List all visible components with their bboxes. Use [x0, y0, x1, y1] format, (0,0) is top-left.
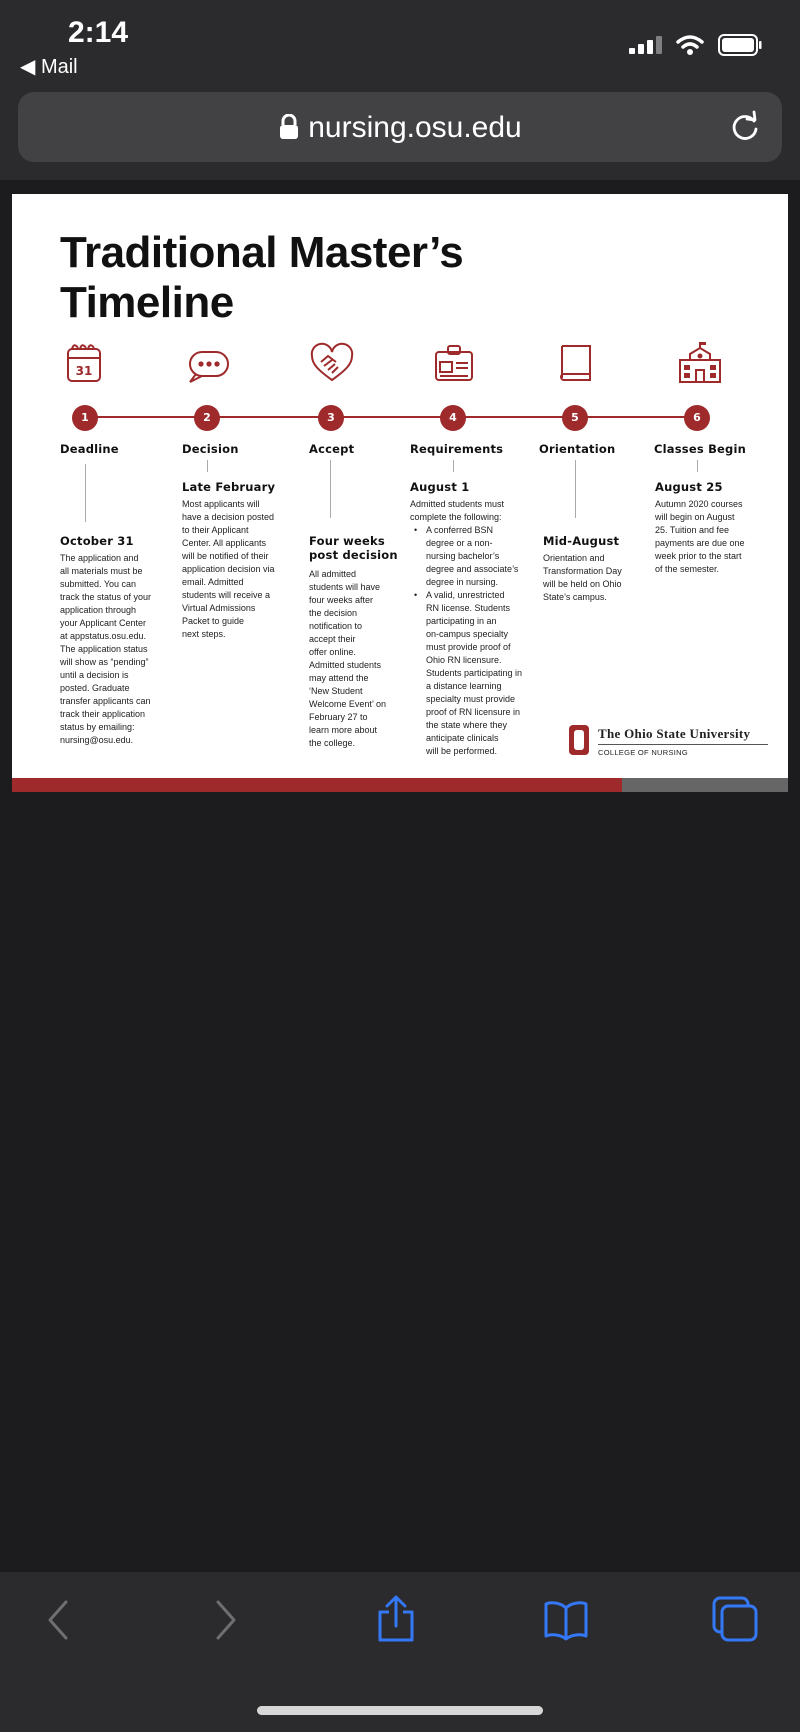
home-indicator[interactable]	[257, 1706, 543, 1715]
url-text: nursing.osu.edu	[308, 111, 522, 144]
status-time: 2:14	[68, 16, 129, 49]
status-icons	[629, 34, 762, 56]
connector-2	[207, 460, 208, 472]
id-badge-icon	[430, 342, 478, 384]
back-to-mail-link[interactable]	[20, 54, 78, 79]
calendar-day: 31	[75, 364, 93, 378]
connector-6	[697, 460, 698, 472]
footer-stripe-gray	[622, 778, 788, 792]
footer-stripe-red	[12, 778, 622, 792]
back-app-label: Mail	[40, 56, 78, 78]
bookmarks-icon[interactable]	[542, 1598, 590, 1642]
share-icon[interactable]	[374, 1594, 418, 1644]
step-marker-3: 3	[318, 405, 344, 431]
step-label-deadline: Deadline	[60, 442, 119, 456]
connector-5	[575, 460, 576, 518]
orientation-body: Orientation and Transformation Day will be held on Ohio State’s campus.	[543, 553, 622, 602]
deadline-heading: October 31	[60, 534, 134, 548]
college-name: COLLEGE OF NURSING	[598, 748, 688, 757]
accept-heading: Four weeks post decision	[309, 534, 398, 562]
block-o-icon	[568, 724, 590, 756]
step-marker-1: 1	[72, 405, 98, 431]
book-icon	[552, 342, 600, 384]
tabs-icon[interactable]	[710, 1594, 760, 1644]
lock-icon	[278, 114, 300, 140]
step-marker-6: 6	[684, 405, 710, 431]
reload-icon[interactable]	[728, 110, 762, 144]
orientation-heading: Mid-August	[543, 534, 620, 548]
connector-1	[85, 464, 86, 522]
requirements-heading: August 1	[410, 480, 470, 494]
requirements-bullet-2: • A valid, unrestricted RN license. Students participating in an on-campus specialty must provide proof of Ohio RN licensure. Students participating in a distance learning specialty must provide proof of RN licensure in the state where they anticipate clinicals will be performed.	[410, 589, 536, 758]
back-chevron-icon[interactable]	[44, 1598, 72, 1642]
step-label-classes: Classes Begin	[654, 442, 747, 456]
deadline-body: The application and all materials must be submitted. You can track the status of your application through your Applicant Center at appstatus.osu.edu. The application status will show as “pending” until a decision is posted. Graduate transfer applicants can track their application status by emailing: nursing@osu.edu.	[60, 553, 152, 745]
timeline-document	[12, 194, 788, 792]
calendar-icon	[62, 342, 110, 384]
requirements-intro: Admitted students must complete the following:	[410, 499, 505, 522]
wifi-icon	[676, 34, 704, 56]
browser-top-bar	[0, 0, 800, 180]
step-label-decision: Decision	[182, 442, 239, 456]
timeline-line	[92, 416, 708, 418]
handshake-icon	[308, 342, 356, 384]
cellular-signal-icon	[629, 36, 662, 54]
decision-body: Most applicants will have a decision posted to their Applicant Center. All applicants will be notified of their application decision via email. Admitted students will receive a Virtual Admissions Packet to guide next steps.	[182, 499, 275, 639]
classes-body: Autumn 2020 courses will begin on August 25. Tuition and fee payments are due one week prior to the start of the semester.	[655, 499, 745, 574]
classes-heading: August 25	[655, 480, 723, 494]
step-label-orientation: Orientation	[539, 442, 616, 456]
step-marker-5: 5	[562, 405, 588, 431]
step-label-requirements: Requirements	[410, 442, 504, 456]
document-title: Traditional Master’s Timeline	[60, 228, 464, 327]
back-triangle-icon: ◀	[20, 56, 36, 78]
decision-heading: Late February	[182, 480, 276, 494]
osu-logo	[568, 724, 772, 760]
requirements-bullet-1: • A conferred BSN degree or a non- nursing bachelor’s degree and associate’s degree in nursing.	[410, 524, 536, 589]
step-label-accept: Accept	[309, 442, 355, 456]
connector-3	[330, 460, 331, 518]
university-name: The Ohio State University	[598, 726, 751, 741]
forward-chevron-icon[interactable]	[212, 1598, 240, 1642]
step-marker-2: 2	[194, 405, 220, 431]
school-building-icon	[676, 342, 724, 384]
accept-body: All admitted students will have four weeks after the decision notification to accept their offer online. Admitted students may attend the ‘New Student Welcome Event’ on February 27 to learn more about the college.	[309, 569, 387, 748]
step-marker-4: 4	[440, 405, 466, 431]
chat-bubble-icon	[184, 342, 232, 384]
address-bar[interactable]	[18, 92, 782, 162]
connector-4	[453, 460, 454, 472]
battery-icon	[718, 34, 762, 56]
